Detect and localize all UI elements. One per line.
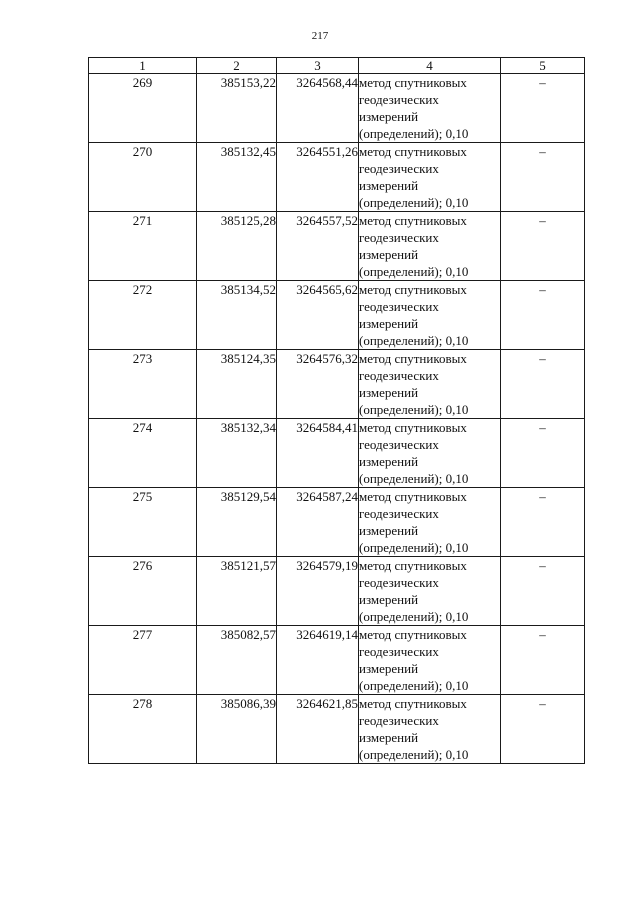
method-line: (определений); 0,10 (359, 264, 469, 279)
coordinates-table (88, 57, 585, 764)
method-line: (определений); 0,10 (359, 402, 469, 417)
note-cell: – (501, 695, 585, 764)
method-line: метод спутниковых (359, 213, 467, 228)
x-coordinate-cell: 385132,34 (197, 419, 277, 488)
method-line: геодезических (359, 368, 439, 383)
note-cell: – (501, 626, 585, 695)
method-line: геодезических (359, 230, 439, 245)
point-number-cell: 275 (89, 488, 197, 557)
method-line: геодезических (359, 437, 439, 452)
method-line: измерений (359, 109, 419, 124)
table-row (89, 488, 585, 557)
point-number-cell: 270 (89, 143, 197, 212)
method-line: (определений); 0,10 (359, 747, 469, 762)
table-row (89, 419, 585, 488)
column-header: 4 (359, 58, 501, 74)
method-cell (359, 143, 501, 212)
method-line: метод спутниковых (359, 558, 467, 573)
method-line: метод спутниковых (359, 144, 467, 159)
point-number-cell: 273 (89, 350, 197, 419)
method-line: геодезических (359, 299, 439, 314)
table-row (89, 626, 585, 695)
point-number-cell: 277 (89, 626, 197, 695)
table-row (89, 695, 585, 764)
table-row (89, 212, 585, 281)
table-row (89, 143, 585, 212)
method-line: (определений); 0,10 (359, 609, 469, 624)
method-cell (359, 74, 501, 143)
note-cell: – (501, 419, 585, 488)
method-line: измерений (359, 661, 419, 676)
point-number-cell: 276 (89, 557, 197, 626)
y-coordinate-cell: 3264579,19 (277, 557, 359, 626)
method-line: (определений); 0,10 (359, 195, 469, 210)
y-coordinate-cell: 3264621,85 (277, 695, 359, 764)
y-coordinate-cell: 3264587,24 (277, 488, 359, 557)
note-cell: – (501, 212, 585, 281)
method-line: измерений (359, 316, 419, 331)
note-cell: – (501, 74, 585, 143)
point-number-cell: 278 (89, 695, 197, 764)
point-number-cell: 274 (89, 419, 197, 488)
note-cell: – (501, 488, 585, 557)
method-line: измерений (359, 592, 419, 607)
x-coordinate-cell: 385124,35 (197, 350, 277, 419)
point-number-cell: 272 (89, 281, 197, 350)
method-cell (359, 419, 501, 488)
y-coordinate-cell: 3264551,26 (277, 143, 359, 212)
method-line: измерений (359, 730, 419, 745)
note-cell: – (501, 281, 585, 350)
table-body (89, 74, 585, 764)
method-cell (359, 488, 501, 557)
x-coordinate-cell: 385121,57 (197, 557, 277, 626)
y-coordinate-cell: 3264584,41 (277, 419, 359, 488)
table-row (89, 350, 585, 419)
method-line: метод спутниковых (359, 351, 467, 366)
method-line: геодезических (359, 713, 439, 728)
method-line: метод спутниковых (359, 420, 467, 435)
method-line: (определений); 0,10 (359, 126, 469, 141)
method-line: геодезических (359, 506, 439, 521)
y-coordinate-cell: 3264557,52 (277, 212, 359, 281)
method-line: измерений (359, 247, 419, 262)
point-number-cell: 269 (89, 74, 197, 143)
table-row (89, 557, 585, 626)
method-cell (359, 350, 501, 419)
method-line: (определений); 0,10 (359, 471, 469, 486)
method-line: метод спутниковых (359, 282, 467, 297)
column-header: 1 (89, 58, 197, 74)
x-coordinate-cell: 385129,54 (197, 488, 277, 557)
page-number: 217 (311, 30, 329, 42)
x-coordinate-cell: 385086,39 (197, 695, 277, 764)
method-cell (359, 557, 501, 626)
method-line: геодезических (359, 92, 439, 107)
method-line: геодезических (359, 644, 439, 659)
table-row (89, 281, 585, 350)
y-coordinate-cell: 3264576,32 (277, 350, 359, 419)
x-coordinate-cell: 385132,45 (197, 143, 277, 212)
x-coordinate-cell: 385134,52 (197, 281, 277, 350)
y-coordinate-cell: 3264619,14 (277, 626, 359, 695)
method-line: измерений (359, 454, 419, 469)
column-header: 3 (277, 58, 359, 74)
method-line: (определений); 0,10 (359, 333, 469, 348)
column-header: 2 (197, 58, 277, 74)
method-line: метод спутниковых (359, 75, 467, 90)
method-line: геодезических (359, 161, 439, 176)
table-header-row (89, 58, 585, 74)
method-line: метод спутниковых (359, 489, 467, 504)
method-line: геодезических (359, 575, 439, 590)
method-line: (определений); 0,10 (359, 678, 469, 693)
method-line: измерений (359, 523, 419, 538)
note-cell: – (501, 557, 585, 626)
point-number-cell: 271 (89, 212, 197, 281)
method-line: метод спутниковых (359, 627, 467, 642)
method-cell (359, 281, 501, 350)
table-row (89, 74, 585, 143)
method-cell (359, 626, 501, 695)
x-coordinate-cell: 385125,28 (197, 212, 277, 281)
method-cell (359, 212, 501, 281)
x-coordinate-cell: 385082,57 (197, 626, 277, 695)
method-line: метод спутниковых (359, 696, 467, 711)
method-line: измерений (359, 385, 419, 400)
note-cell: – (501, 350, 585, 419)
method-line: измерений (359, 178, 419, 193)
method-line: (определений); 0,10 (359, 540, 469, 555)
x-coordinate-cell: 385153,22 (197, 74, 277, 143)
column-header: 5 (501, 58, 585, 74)
y-coordinate-cell: 3264568,44 (277, 74, 359, 143)
note-cell: – (501, 143, 585, 212)
y-coordinate-cell: 3264565,62 (277, 281, 359, 350)
method-cell (359, 695, 501, 764)
